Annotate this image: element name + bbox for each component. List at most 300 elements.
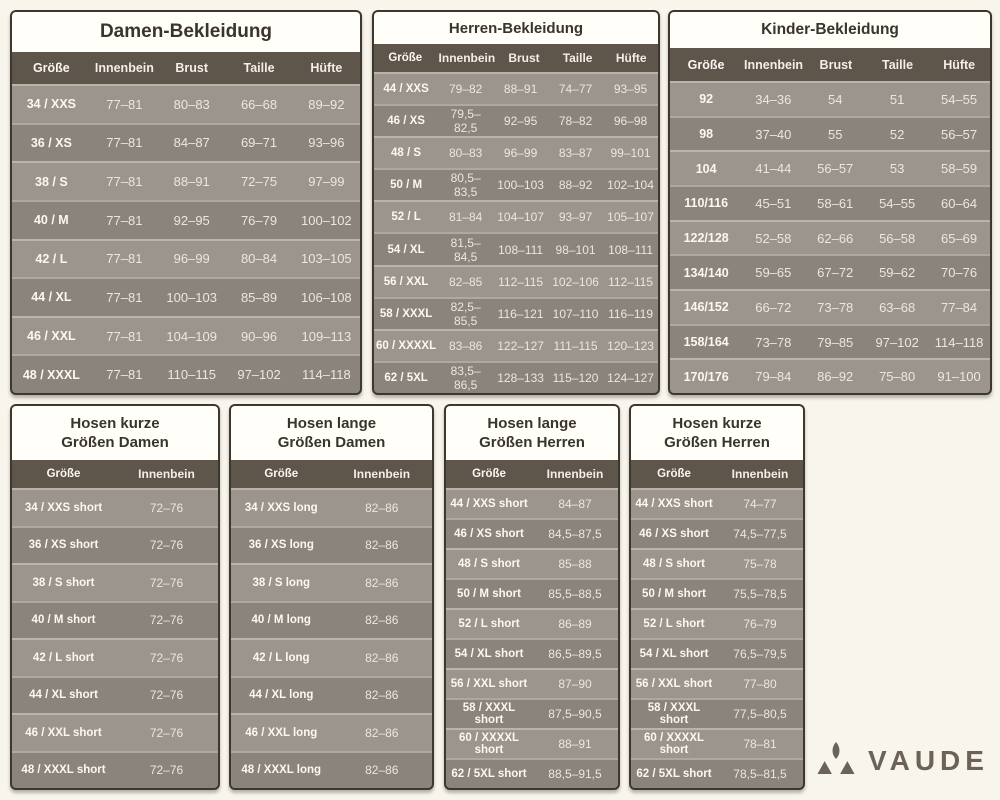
table-herren-bekleidung bbox=[372, 10, 660, 395]
table-row bbox=[12, 161, 360, 200]
column-header: Größe bbox=[687, 57, 725, 72]
table-row bbox=[670, 81, 990, 116]
value-cell: 85–88 bbox=[558, 557, 592, 571]
size-cell: 122/128 bbox=[683, 231, 729, 246]
table-row bbox=[12, 277, 360, 316]
value-cell: 107–110 bbox=[552, 306, 599, 321]
value-cell: 74–77 bbox=[558, 82, 593, 97]
value-cell: 37–40 bbox=[755, 126, 792, 142]
column-header: Größe bbox=[32, 61, 70, 75]
size-cell: 46 / XS short bbox=[639, 528, 709, 540]
table-title: Kinder-Bekleidung bbox=[670, 12, 990, 48]
value-cell: 116–119 bbox=[608, 306, 653, 321]
value-cell: 111–115 bbox=[553, 338, 598, 353]
value-cell: 51 bbox=[889, 91, 905, 107]
value-cell: 67–72 bbox=[817, 265, 854, 281]
table-row bbox=[374, 297, 658, 329]
table-header-row bbox=[12, 460, 218, 488]
value-cell: 102–106 bbox=[552, 274, 599, 289]
table-row bbox=[12, 200, 360, 239]
value-cell: 56–57 bbox=[940, 126, 978, 142]
value-cell: 100–102 bbox=[301, 212, 352, 228]
size-cell: 146/152 bbox=[683, 300, 729, 315]
value-cell: 82–85 bbox=[448, 274, 483, 289]
table-row bbox=[670, 185, 990, 220]
size-cell: 38 / S short bbox=[32, 576, 95, 589]
table-row bbox=[12, 563, 218, 601]
table-row bbox=[231, 676, 432, 714]
value-cell: 45–51 bbox=[755, 195, 792, 211]
table-kinder-bekleidung bbox=[668, 10, 992, 395]
value-cell: 114–118 bbox=[934, 334, 984, 350]
value-cell: 86–92 bbox=[817, 369, 854, 385]
value-cell: 79–85 bbox=[817, 334, 854, 350]
value-cell: 55 bbox=[827, 126, 843, 142]
value-cell: 72–76 bbox=[149, 650, 184, 665]
value-cell: 83–86 bbox=[448, 338, 483, 353]
value-cell: 77–84 bbox=[940, 299, 978, 315]
value-cell: 108–111 bbox=[498, 242, 544, 257]
size-cell: 58 / XXXL short bbox=[462, 702, 516, 726]
table-row bbox=[12, 84, 360, 123]
value-cell: 83,5–86,5 bbox=[450, 363, 481, 392]
column-header: Hüfte bbox=[943, 57, 976, 72]
size-cell: 46 / XXL long bbox=[245, 726, 318, 739]
value-cell: 122–127 bbox=[497, 338, 544, 353]
column-header: Innenbein bbox=[438, 51, 496, 65]
table-row bbox=[670, 289, 990, 324]
table-title: Hosen kurze Größen Damen bbox=[12, 406, 218, 460]
value-cell: 72–76 bbox=[149, 575, 184, 590]
size-cell: 56 / XXL bbox=[383, 275, 429, 288]
size-cell: 58 / XXXL short bbox=[647, 702, 701, 726]
value-cell: 88–92 bbox=[558, 178, 593, 193]
table-row bbox=[631, 488, 803, 518]
column-header: Größe bbox=[657, 468, 691, 480]
value-cell: 84,5–87,5 bbox=[548, 527, 602, 541]
table-row bbox=[446, 698, 618, 728]
size-cell: 34 / XXS short bbox=[24, 501, 103, 514]
table-row bbox=[12, 601, 218, 639]
size-cell: 46 / XS short bbox=[454, 528, 524, 540]
size-cell: 48 / XXXL long bbox=[241, 764, 322, 777]
size-cell: 42 / L bbox=[35, 251, 68, 266]
value-cell: 77–81 bbox=[106, 96, 143, 112]
value-cell: 98–101 bbox=[555, 242, 596, 257]
table-row bbox=[446, 638, 618, 668]
table-title: Damen-Bekleidung bbox=[12, 12, 360, 52]
value-cell: 82–86 bbox=[365, 650, 399, 665]
value-cell: 76–79 bbox=[743, 617, 777, 631]
value-cell: 76–79 bbox=[240, 212, 278, 228]
size-cell: 34 / XXS long bbox=[244, 501, 318, 514]
value-cell: 82–86 bbox=[365, 763, 399, 778]
table-row bbox=[446, 728, 618, 758]
value-cell: 75,5–78,5 bbox=[733, 587, 787, 601]
value-cell: 112–115 bbox=[608, 274, 653, 289]
size-cell: 62 / 5XL bbox=[384, 371, 428, 384]
value-cell: 72–76 bbox=[149, 500, 184, 515]
column-header: Taille bbox=[562, 51, 593, 65]
table-row bbox=[446, 518, 618, 548]
size-cell: 44 / XL long bbox=[249, 689, 314, 702]
value-cell: 73–78 bbox=[755, 334, 792, 350]
column-header: Brust bbox=[508, 51, 540, 65]
value-cell: 66–72 bbox=[755, 299, 792, 315]
size-cell: 104 bbox=[695, 161, 717, 176]
value-cell: 110–115 bbox=[167, 367, 217, 383]
size-cell: 52 / L bbox=[391, 211, 421, 224]
value-cell: 124–127 bbox=[607, 370, 654, 385]
table-header-row bbox=[231, 460, 432, 488]
size-cell: 36 / XS long bbox=[248, 539, 314, 552]
table-row bbox=[12, 638, 218, 676]
table-row bbox=[12, 123, 360, 162]
value-cell: 81,5–84,5 bbox=[450, 235, 481, 264]
column-header: Innenbein bbox=[731, 467, 789, 481]
size-cell: 62 / 5XL short bbox=[636, 768, 712, 780]
value-cell: 88,5–91,5 bbox=[548, 767, 602, 781]
table-row bbox=[12, 488, 218, 526]
size-cell: 44 / XXS short bbox=[635, 498, 713, 510]
value-cell: 72–76 bbox=[149, 688, 184, 703]
value-cell: 87–90 bbox=[558, 677, 592, 691]
value-cell: 82–86 bbox=[365, 538, 399, 553]
table-row bbox=[374, 265, 658, 297]
value-cell: 72–76 bbox=[149, 725, 184, 740]
size-cell: 98 bbox=[699, 127, 714, 141]
size-cell: 44 / XXS short bbox=[450, 498, 528, 510]
value-cell: 97–102 bbox=[875, 334, 919, 350]
size-cell: 52 / L short bbox=[643, 618, 705, 630]
table-row bbox=[631, 518, 803, 548]
table-row bbox=[670, 220, 990, 255]
size-cell: 42 / L long bbox=[252, 651, 310, 664]
column-header: Größe bbox=[264, 468, 299, 480]
table-damen-bekleidung bbox=[10, 10, 362, 395]
value-cell: 72–75 bbox=[240, 174, 278, 190]
value-cell: 58–61 bbox=[817, 195, 854, 211]
value-cell: 74–77 bbox=[743, 497, 777, 511]
value-cell: 82,5–85,5 bbox=[450, 299, 481, 328]
table-hosen-kurze-herren bbox=[629, 404, 805, 790]
table-title: Herren-Bekleidung bbox=[374, 12, 658, 44]
value-cell: 59–62 bbox=[879, 265, 916, 281]
value-cell: 34–36 bbox=[755, 91, 792, 107]
table-header-row bbox=[446, 460, 618, 488]
value-cell: 88–91 bbox=[503, 82, 538, 97]
value-cell: 100–103 bbox=[166, 289, 218, 305]
value-cell: 92–95 bbox=[503, 114, 538, 129]
size-cell: 48 / S bbox=[391, 147, 422, 160]
size-cell: 34 / XXS bbox=[26, 97, 77, 112]
table-row bbox=[374, 168, 658, 200]
value-cell: 84–87 bbox=[558, 497, 592, 511]
value-cell: 65–69 bbox=[940, 230, 978, 246]
column-header: Brust bbox=[175, 61, 209, 75]
table-row bbox=[670, 358, 990, 393]
size-cell: 110/116 bbox=[684, 196, 729, 211]
column-header: Hüfte bbox=[310, 61, 343, 75]
size-cell: 62 / 5XL short bbox=[451, 768, 527, 780]
value-cell: 60–64 bbox=[940, 195, 978, 211]
table-row bbox=[12, 316, 360, 355]
table-row bbox=[231, 488, 432, 526]
size-cell: 50 / M short bbox=[457, 588, 521, 600]
table-header-row bbox=[631, 460, 803, 488]
table-row bbox=[231, 601, 432, 639]
value-cell: 90–96 bbox=[240, 328, 278, 344]
value-cell: 81–84 bbox=[448, 210, 483, 225]
value-cell: 80–84 bbox=[240, 251, 278, 267]
value-cell: 114–118 bbox=[302, 367, 351, 383]
size-cell: 170/176 bbox=[683, 369, 729, 384]
table-row bbox=[374, 361, 658, 393]
value-cell: 72–76 bbox=[149, 613, 184, 628]
column-header: Taille bbox=[882, 57, 914, 72]
size-cell: 56 / XXL short bbox=[450, 678, 528, 690]
value-cell: 80–83 bbox=[173, 96, 210, 112]
table-hosen-kurze-damen bbox=[10, 404, 220, 790]
value-cell: 59–65 bbox=[755, 265, 792, 281]
size-cell: 134/140 bbox=[683, 265, 729, 280]
value-cell: 88–91 bbox=[173, 174, 210, 190]
value-cell: 85,5–88,5 bbox=[548, 587, 602, 601]
table-hosen-lange-damen bbox=[229, 404, 434, 790]
size-cell: 92 bbox=[699, 92, 714, 107]
table-row bbox=[231, 751, 432, 789]
size-cell: 54 / XL bbox=[387, 243, 425, 256]
value-cell: 69–71 bbox=[240, 135, 278, 151]
table-row bbox=[631, 578, 803, 608]
table-title: Hosen kurze Größen Herren bbox=[631, 406, 803, 460]
value-cell: 102–104 bbox=[607, 178, 654, 193]
value-cell: 78–81 bbox=[743, 737, 777, 751]
value-cell: 74,5–77,5 bbox=[733, 527, 787, 541]
vaude-logo bbox=[815, 742, 989, 775]
value-cell: 104–109 bbox=[166, 328, 218, 344]
table-row bbox=[446, 608, 618, 638]
value-cell: 97–99 bbox=[308, 174, 345, 190]
size-cell: 50 / M bbox=[390, 179, 423, 192]
size-cell: 54 / XL short bbox=[454, 648, 524, 660]
size-cell: 46 / XXL short bbox=[25, 726, 102, 739]
value-cell: 82–86 bbox=[365, 725, 399, 740]
table-row bbox=[231, 526, 432, 564]
table-row bbox=[631, 698, 803, 728]
table-row bbox=[231, 638, 432, 676]
value-cell: 77–81 bbox=[106, 135, 143, 151]
value-cell: 78–82 bbox=[558, 114, 593, 129]
table-row bbox=[446, 488, 618, 518]
size-cell: 60 / XXXXL short bbox=[458, 732, 520, 756]
value-cell: 72–76 bbox=[149, 763, 184, 778]
table-row bbox=[374, 72, 658, 104]
table-row bbox=[231, 713, 432, 751]
value-cell: 105–107 bbox=[607, 210, 654, 225]
table-row bbox=[374, 200, 658, 232]
vaude-mountain-leaf-icon bbox=[815, 742, 857, 775]
value-cell: 73–78 bbox=[817, 299, 854, 315]
table-row bbox=[231, 563, 432, 601]
size-cell: 42 / L short bbox=[32, 651, 95, 664]
value-cell: 77–81 bbox=[106, 251, 143, 267]
column-header: Hüfte bbox=[615, 51, 647, 65]
size-cell: 48 / XXXL bbox=[22, 367, 80, 382]
value-cell: 128–133 bbox=[497, 370, 544, 385]
value-cell: 58–59 bbox=[940, 161, 978, 177]
value-cell: 77–81 bbox=[106, 174, 143, 190]
value-cell: 80–83 bbox=[448, 146, 483, 161]
value-cell: 100–103 bbox=[497, 178, 544, 193]
value-cell: 77–80 bbox=[743, 677, 777, 691]
size-cell: 44 / XL short bbox=[29, 689, 98, 702]
value-cell: 82–86 bbox=[365, 575, 399, 590]
value-cell: 53 bbox=[889, 161, 905, 177]
size-cell: 46 / XXL bbox=[27, 329, 76, 344]
column-header: Taille bbox=[243, 61, 275, 75]
value-cell: 75–78 bbox=[743, 557, 777, 571]
size-cell: 60 / XXXXL short bbox=[643, 732, 705, 756]
table-row bbox=[631, 668, 803, 698]
value-cell: 66–68 bbox=[240, 96, 278, 112]
table-header-row bbox=[12, 52, 360, 84]
value-cell: 86–89 bbox=[558, 617, 592, 631]
table-row bbox=[446, 548, 618, 578]
value-cell: 106–108 bbox=[301, 289, 352, 305]
value-cell: 112–115 bbox=[498, 274, 544, 289]
column-header: Innenbein bbox=[546, 467, 604, 481]
value-cell: 115–120 bbox=[552, 370, 599, 385]
table-row bbox=[12, 526, 218, 564]
size-cell: 52 / L short bbox=[458, 618, 520, 630]
table-row bbox=[446, 668, 618, 698]
size-cell: 50 / M short bbox=[642, 588, 706, 600]
value-cell: 85–89 bbox=[240, 289, 278, 305]
table-row bbox=[374, 136, 658, 168]
value-cell: 70–76 bbox=[940, 265, 978, 281]
size-cell: 48 / S short bbox=[458, 558, 520, 570]
value-cell: 54–55 bbox=[879, 195, 916, 211]
value-cell: 77,5–80,5 bbox=[733, 707, 787, 721]
value-cell: 54 bbox=[827, 91, 843, 107]
value-cell: 41–44 bbox=[755, 161, 792, 177]
table-row bbox=[631, 728, 803, 758]
table-title: Hosen lange Größen Damen bbox=[231, 406, 432, 460]
table-header-row bbox=[670, 48, 990, 81]
size-cell: 36 / XS short bbox=[28, 539, 99, 552]
size-cell: 40 / M short bbox=[31, 614, 96, 627]
size-cell: 40 / M long bbox=[251, 614, 311, 627]
value-cell: 99–101 bbox=[610, 146, 651, 161]
size-cell: 40 / M bbox=[33, 213, 69, 228]
table-row bbox=[670, 116, 990, 151]
table-row bbox=[670, 254, 990, 289]
size-cell: 38 / S bbox=[35, 174, 68, 189]
vaude-logo-text: VAUDE bbox=[868, 745, 989, 777]
table-hosen-lange-herren bbox=[444, 404, 620, 790]
value-cell: 62–66 bbox=[817, 230, 854, 246]
value-cell: 79–82 bbox=[448, 82, 483, 97]
value-cell: 52–58 bbox=[755, 230, 792, 246]
value-cell: 92–95 bbox=[173, 212, 210, 228]
table-row bbox=[12, 239, 360, 278]
value-cell: 109–113 bbox=[301, 328, 352, 344]
value-cell: 76,5–79,5 bbox=[733, 647, 787, 661]
table-row bbox=[446, 578, 618, 608]
value-cell: 96–99 bbox=[173, 251, 210, 267]
table-title: Hosen lange Größen Herren bbox=[446, 406, 618, 460]
value-cell: 77–81 bbox=[106, 289, 143, 305]
table-row bbox=[446, 758, 618, 788]
value-cell: 56–58 bbox=[879, 230, 916, 246]
table-row bbox=[374, 232, 658, 264]
value-cell: 79–84 bbox=[755, 369, 792, 385]
table-header-row bbox=[374, 44, 658, 72]
table-row bbox=[631, 608, 803, 638]
table-row bbox=[374, 329, 658, 361]
size-cell: 38 / S long bbox=[252, 576, 310, 589]
column-header: Größe bbox=[472, 468, 506, 480]
size-cell: 48 / XXXL short bbox=[21, 764, 106, 777]
value-cell: 89–92 bbox=[308, 96, 345, 112]
value-cell: 93–96 bbox=[308, 135, 345, 151]
table-row bbox=[12, 751, 218, 789]
size-cell: 58 / XXXL bbox=[379, 307, 433, 320]
value-cell: 79,5–82,5 bbox=[450, 107, 481, 136]
value-cell: 108–111 bbox=[608, 242, 653, 257]
value-cell: 75–80 bbox=[879, 369, 916, 385]
value-cell: 88–91 bbox=[558, 737, 592, 751]
size-cell: 54 / XL short bbox=[639, 648, 709, 660]
value-cell: 54–55 bbox=[940, 91, 978, 107]
value-cell: 63–68 bbox=[879, 299, 916, 315]
size-cell: 44 / XL bbox=[31, 290, 72, 305]
size-cell: 60 / XXXXL bbox=[376, 339, 437, 352]
value-cell: 77–81 bbox=[106, 328, 143, 344]
value-cell: 72–76 bbox=[149, 538, 184, 553]
size-cell: 46 / XS bbox=[387, 115, 425, 128]
table-row bbox=[670, 150, 990, 185]
table-row bbox=[631, 638, 803, 668]
column-header: Größe bbox=[388, 52, 423, 64]
value-cell: 96–98 bbox=[613, 114, 648, 129]
value-cell: 56–57 bbox=[817, 161, 854, 177]
column-header: Innenbein bbox=[94, 61, 154, 75]
column-header: Innenbein bbox=[138, 467, 195, 481]
size-cell: 48 / S short bbox=[643, 558, 705, 570]
value-cell: 77–81 bbox=[106, 212, 143, 228]
value-cell: 83–87 bbox=[558, 146, 593, 161]
value-cell: 93–97 bbox=[558, 210, 593, 225]
table-row bbox=[374, 104, 658, 136]
table-row bbox=[670, 324, 990, 359]
value-cell: 96–99 bbox=[503, 146, 538, 161]
size-cell: 158/164 bbox=[683, 335, 729, 350]
column-header: Innenbein bbox=[353, 467, 411, 481]
table-row bbox=[631, 548, 803, 578]
size-cell: 36 / XS bbox=[30, 135, 72, 150]
value-cell: 104–107 bbox=[497, 210, 544, 225]
value-cell: 116–121 bbox=[497, 306, 544, 321]
value-cell: 80,5–83,5 bbox=[450, 171, 481, 200]
column-header: Innenbein bbox=[744, 57, 804, 72]
value-cell: 87,5–90,5 bbox=[548, 707, 602, 721]
table-row bbox=[12, 713, 218, 751]
table-row bbox=[12, 354, 360, 393]
table-row bbox=[12, 676, 218, 714]
column-header: Größe bbox=[46, 468, 81, 480]
